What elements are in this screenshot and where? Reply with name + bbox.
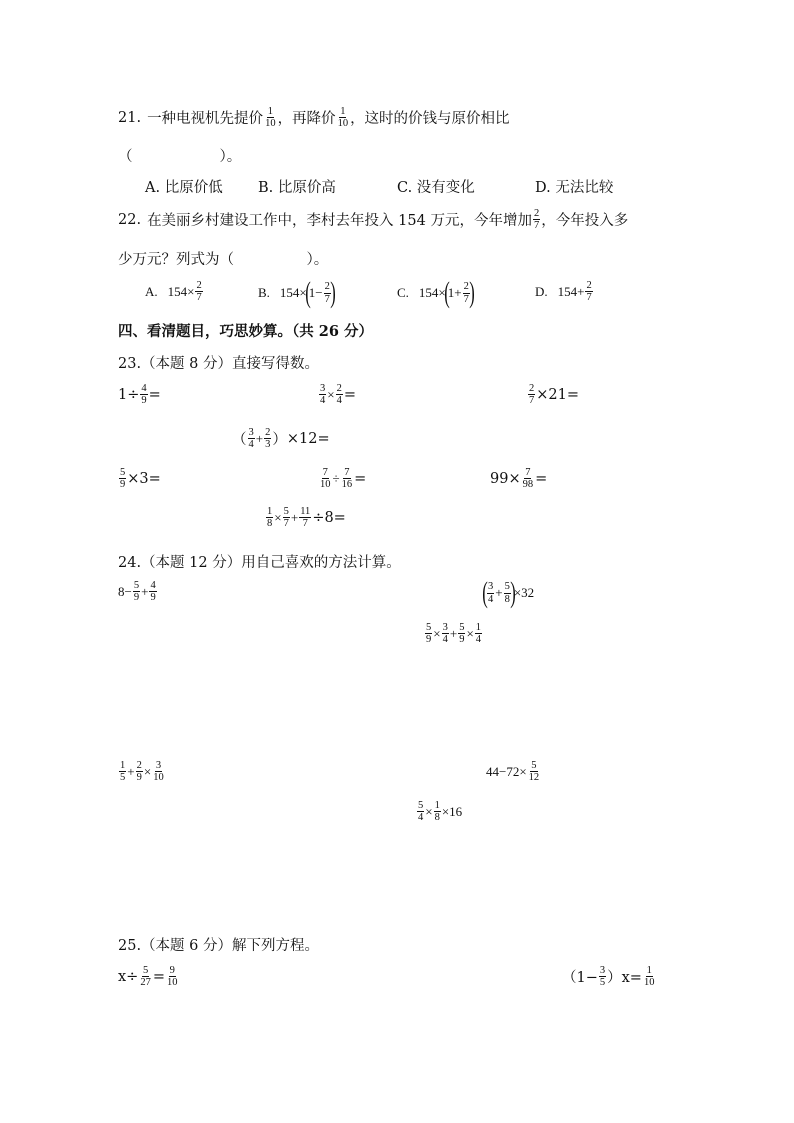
- q22-option-b[interactable]: B. 154× ( 1− $\frac{2}{7}$ ): [258, 276, 336, 309]
- q24-expr-5: 44−72× $\frac{5}{12}$: [486, 760, 540, 784]
- q23-expr-2: $\frac{3}{4}$ × $\frac{2}{4}$ =: [320, 383, 356, 407]
- q21-option-c[interactable]: C. 没有变化: [397, 180, 475, 196]
- fraction: $\frac{2}{7}$: [533, 208, 540, 232]
- q23-expr-5: $\frac{5}{9}$ ×3=: [120, 467, 161, 491]
- section-title: 四、看清题目，巧思妙算。（共 26 分）: [118, 323, 374, 340]
- q21-number: 21.: [118, 109, 142, 126]
- fraction: $\frac{1}{10}$: [337, 106, 349, 130]
- q22-option-c[interactable]: C. 154× ( 1+ $\frac{2}{7}$ ): [397, 276, 475, 309]
- q21-stem: 21. 一种电视机先提价 $\frac{1}{10}$ ，再降价 $\frac{1}{10}$ ，这时的价钱与原价相比: [118, 106, 510, 130]
- q22-stem-line2: 少万元？列式为（ ）。: [118, 252, 329, 268]
- fraction: $\frac{1}{10}$: [265, 106, 276, 130]
- q22-option-a[interactable]: A. 154× $\frac{2}{7}$: [145, 280, 202, 304]
- q23-expr-8: $\frac{1}{8}$ × $\frac{5}{7}$ + $\frac{11}{7}$ ÷8=: [267, 506, 346, 530]
- q22-option-d[interactable]: D. 154+ $\frac{2}{7}$: [535, 280, 592, 304]
- q23-expr-7: 99× $\frac{7}{98}$ =: [490, 467, 548, 491]
- q24-expr-3: $\frac{5}{9}$ × $\frac{3}{4}$ + $\frac{5}{9}$ × $\frac{1}{4}$: [426, 622, 482, 646]
- q22-stem: 22. 在美丽乡村建设工作中，李村去年投入 154 万元，今年增加 $\frac{2}{7}$ ，今年投入多: [118, 208, 629, 232]
- q21-option-d[interactable]: D. 无法比较: [535, 180, 614, 196]
- q21-option-b[interactable]: B. 比原价高: [258, 180, 336, 196]
- q25-heading: 25.（本题 6 分）解下列方程。: [118, 938, 320, 954]
- q24-expr-1: 8− $\frac{5}{9}$ + $\frac{4}{9}$: [118, 580, 156, 604]
- q21-option-a[interactable]: A. 比原价低: [145, 180, 223, 196]
- q24-expr-4: $\frac{1}{5}$ + $\frac{2}{9}$ × $\frac{3}{10}$: [120, 760, 164, 784]
- q24-expr-2: ( $\frac{3}{4}$ + $\frac{5}{8}$ ) ×32: [482, 576, 535, 609]
- q25-equation-1: x÷ $\frac{5}{27}$ = $\frac{9}{10}$: [118, 965, 178, 989]
- q23-expr-6: $\frac{7}{10}$ ÷ $\frac{7}{16}$ =: [320, 467, 367, 491]
- q23-expr-3: $\frac{2}{7}$ ×21=: [529, 383, 579, 407]
- q23-heading: 23.（本题 8 分）直接写得数。: [118, 356, 320, 372]
- q23-expr-1: 1÷ $\frac{4}{9}$ =: [118, 383, 161, 407]
- q24-heading: 24.（本题 12 分）用自己喜欢的方法计算。: [118, 555, 401, 571]
- q24-expr-6: $\frac{5}{4}$ × $\frac{1}{8}$ ×16: [418, 800, 463, 824]
- q25-equation-2: （1− $\frac{3}{5}$ ）x= $\frac{1}{10}$: [562, 965, 655, 989]
- q21-answer-blank[interactable]: （ ）。: [118, 149, 242, 165]
- q22-number: 22.: [118, 211, 142, 228]
- q23-expr-4: （ $\frac{3}{4}$ + $\frac{2}{3}$ ） ×12=: [232, 427, 330, 451]
